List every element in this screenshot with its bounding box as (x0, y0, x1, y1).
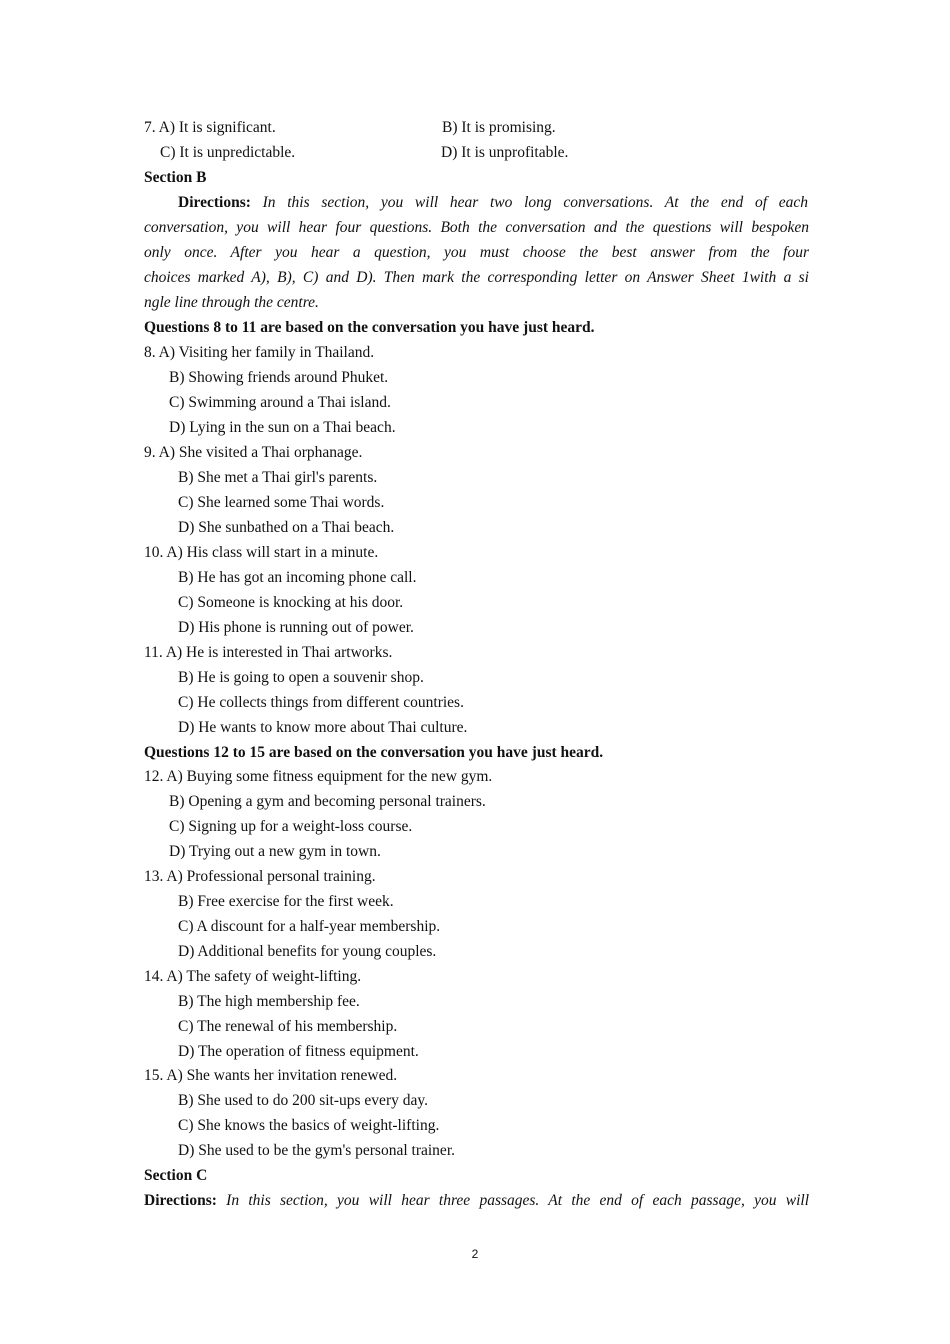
group-heading-8-11: Questions 8 to 11 are based on the conversation you have just heard. (144, 319, 595, 336)
section-b-directions-line-4: choices marked A), B), C) and D). Then mark the corresponding letter on Answer Sheet 1with a si (144, 269, 809, 286)
q7-option-a: 7. A) It is significant. (144, 119, 276, 136)
section-b-directions-line-5: ngle line through the centre. (144, 294, 319, 311)
directions-text: In this section, you will hear two long conversations. At the end of each (262, 194, 809, 211)
section-b-directions-line-1 (178, 193, 808, 213)
q12-option-c: C) Signing up for a weight-loss course. (169, 818, 413, 835)
q12-option-a: 12. A) Buying some fitness equipment for the new gym. (144, 768, 493, 785)
group-heading-12-15: Questions 12 to 15 are based on the conversation you have just heard. (144, 744, 604, 761)
q12-option-d: D) Trying out a new gym in town. (169, 843, 381, 860)
q11-option-c: C) He collects things from different countries. (178, 694, 464, 711)
q8-option-c: C) Swimming around a Thai island. (169, 394, 391, 411)
q7-option-c: C) It is unpredictable. (160, 144, 296, 161)
q8-option-b: B) Showing friends around Phuket. (169, 369, 389, 386)
q14-option-a: 14. A) The safety of weight-lifting. (144, 968, 362, 985)
q12-option-b: B) Opening a gym and becoming personal trainers. (169, 793, 486, 810)
section-b-directions-line-2: conversation, you will hear four questions. Both the conversation and the questions will bespoken (144, 219, 809, 236)
q14-option-d: D) The operation of fitness equipment. (178, 1043, 419, 1060)
q15-option-b: B) She used to do 200 sit-ups every day. (178, 1092, 428, 1109)
q13-option-d: D) Additional benefits for young couples. (178, 943, 437, 960)
q15-option-d: D) She used to be the gym's personal trainer. (178, 1142, 455, 1159)
q13-option-a: 13. A) Professional personal training. (144, 868, 376, 885)
q10-option-b: B) He has got an incoming phone call. (178, 569, 417, 586)
q15-option-a: 15. A) She wants her invitation renewed. (144, 1067, 398, 1084)
q10-option-a: 10. A) His class will start in a minute. (144, 544, 379, 561)
q13-option-c: C) A discount for a half-year membership. (178, 918, 441, 935)
q14-option-c: C) The renewal of his membership. (178, 1018, 398, 1035)
q10-option-d: D) His phone is running out of power. (178, 619, 414, 636)
q11-option-d: D) He wants to know more about Thai culture. (178, 719, 468, 736)
q7-option-d: D) It is unprofitable. (441, 144, 569, 161)
q7-option-b: B) It is promising. (442, 119, 556, 136)
q13-option-b: B) Free exercise for the first week. (178, 893, 394, 910)
q11-option-b: B) He is going to open a souvenir shop. (178, 669, 424, 686)
directions-text: In this section, you will hear three passages. At the end of each passage, you will (226, 1192, 809, 1209)
q11-option-a: 11. A) He is interested in Thai artworks. (144, 644, 393, 661)
section-c-title: Section C (144, 1167, 208, 1184)
q9-option-d: D) She sunbathed on a Thai beach. (178, 519, 395, 536)
q9-option-a: 9. A) She visited a Thai orphanage. (144, 444, 363, 461)
q15-option-c: C) She knows the basics of weight-lifting. (178, 1117, 440, 1134)
q14-option-b: B) The high membership fee. (178, 993, 360, 1010)
q10-option-c: C) Someone is knocking at his door. (178, 594, 404, 611)
section-c-directions-line-1 (144, 1191, 809, 1211)
directions-label: Directions: (144, 1192, 217, 1209)
q8-option-a: 8. A) Visiting her family in Thailand. (144, 344, 375, 361)
q9-option-c: C) She learned some Thai words. (178, 494, 385, 511)
page-number: 2 (471, 1247, 479, 1261)
q8-option-d: D) Lying in the sun on a Thai beach. (169, 419, 396, 436)
directions-label: Directions: (178, 194, 251, 211)
section-b-title: Section B (144, 169, 207, 186)
q9-option-b: B) She met a Thai girl's parents. (178, 469, 378, 486)
section-b-directions-line-3: only once. After you hear a question, you must choose the best answer from the four (144, 244, 809, 261)
